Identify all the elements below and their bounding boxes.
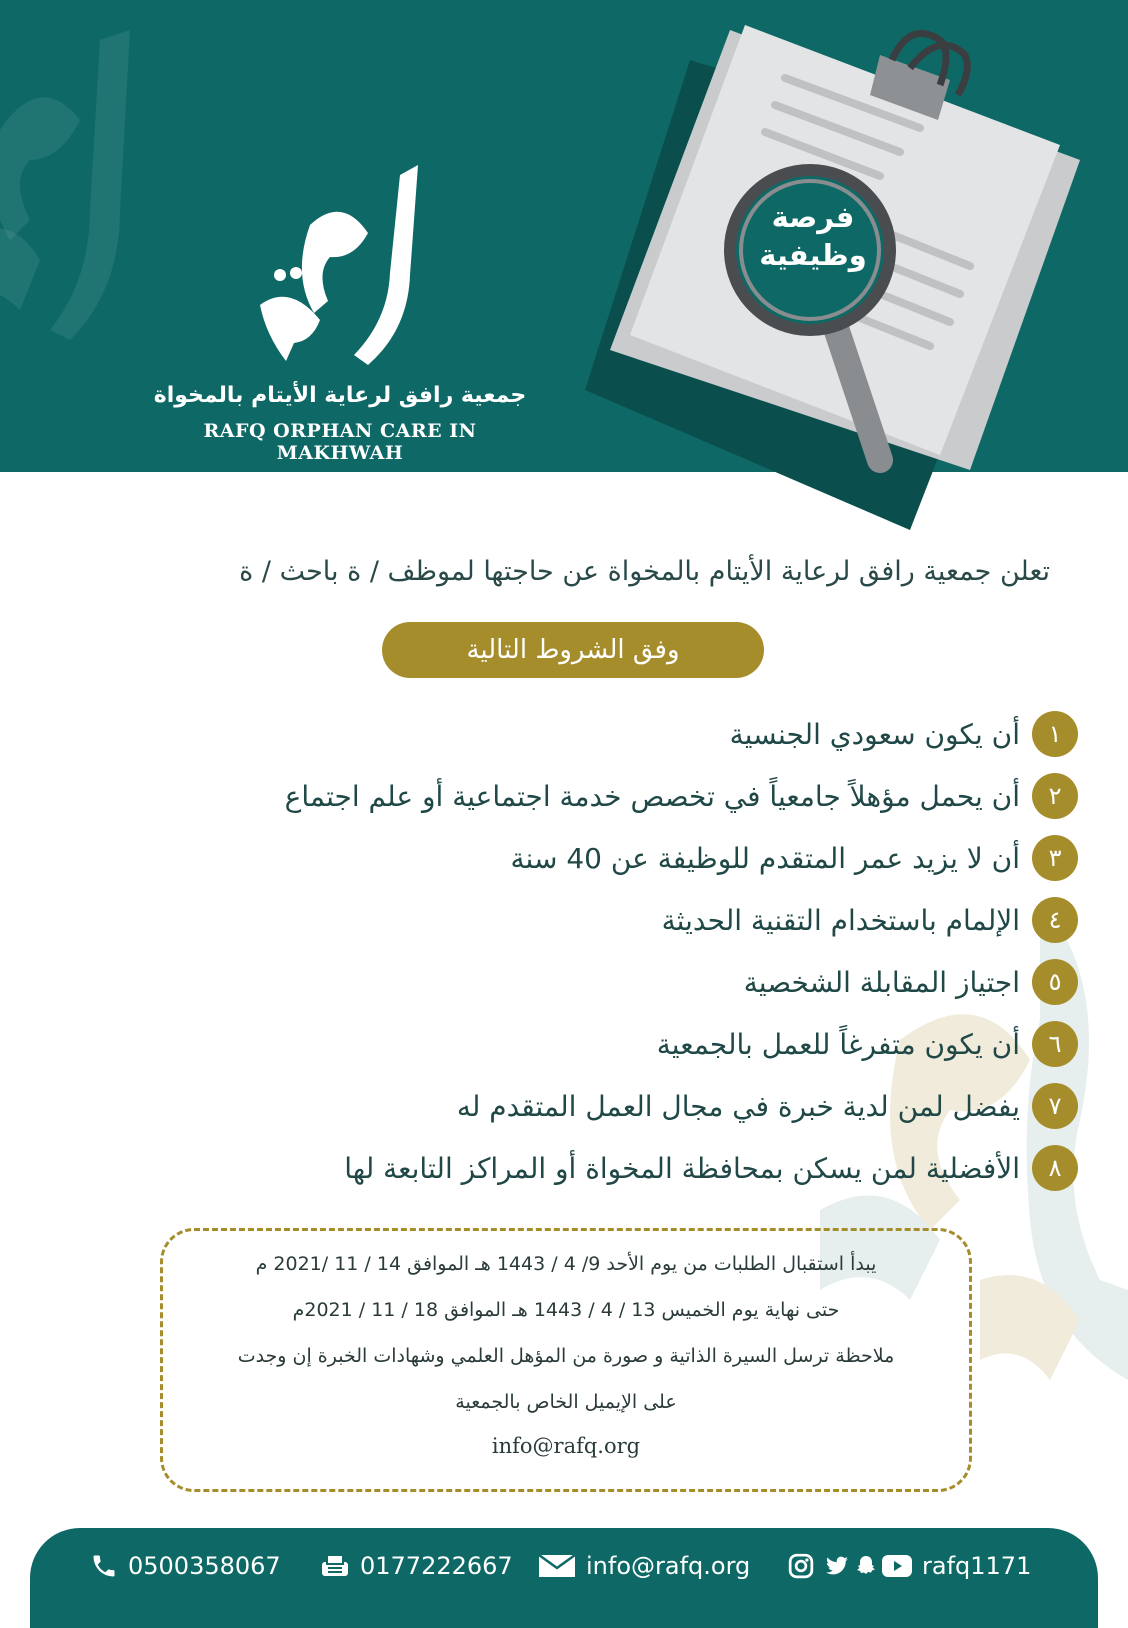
footer-phone-text: 0500358067 xyxy=(128,1552,281,1580)
footer-email[interactable] xyxy=(538,1548,750,1584)
condition-item xyxy=(178,896,1078,944)
condition-text: الإلمام باستخدام التقنية الحديثة xyxy=(661,903,1020,937)
condition-number-badge: ٣ xyxy=(1032,835,1078,881)
envelope-icon xyxy=(538,1554,576,1578)
condition-number-badge: ٢ xyxy=(1032,773,1078,819)
footer-email-text: info@rafq.org xyxy=(586,1552,751,1580)
condition-text: يفضل لمن لدية خبرة في مجال العمل المتقدم له xyxy=(456,1089,1020,1123)
fax-icon xyxy=(320,1552,350,1580)
condition-item xyxy=(178,1082,1078,1130)
badge-line2: وظيفية xyxy=(759,238,867,272)
condition-number-badge: ٤ xyxy=(1032,897,1078,943)
rafq-logo-icon xyxy=(250,155,450,375)
notes-email-label: على الإيميل الخاص بالجمعية xyxy=(455,1391,677,1413)
notes-email-link[interactable]: info@rafq.org xyxy=(491,1434,641,1458)
conditions-heading-pill: وفق الشروط التالية xyxy=(382,622,764,678)
condition-number-badge: ٨ xyxy=(1032,1145,1078,1191)
badge-line1: فرصة xyxy=(771,200,855,234)
footer-fax-text: 0177222667 xyxy=(360,1552,513,1580)
condition-number-badge: ٦ xyxy=(1032,1021,1078,1067)
condition-item xyxy=(178,1020,1078,1068)
phone-icon xyxy=(90,1552,118,1580)
condition-item xyxy=(178,1144,1078,1192)
condition-text: أن يكون سعودي الجنسية xyxy=(729,717,1020,751)
condition-text: الأفضلية لمن يسكن بمحافظة المخواة أو المراكز التابعة لها xyxy=(344,1151,1020,1185)
snapchat-icon xyxy=(854,1554,878,1578)
notes-end-date: حتى نهاية يوم الخميس 13 / 4 / 1443 هـ الموافق 18 / 11 / 2021م xyxy=(292,1299,840,1321)
contact-footer xyxy=(30,1528,1098,1628)
application-notes-box xyxy=(160,1228,972,1492)
condition-text: أن لا يزيد عمر المتقدم للوظيفة عن 40 سنة xyxy=(510,841,1020,875)
condition-text: أن يكون متفرغاً للعمل بالجمعية xyxy=(656,1027,1020,1061)
condition-number-badge: ٧ xyxy=(1032,1083,1078,1129)
condition-text: اجتياز المقابلة الشخصية xyxy=(743,965,1020,999)
condition-item xyxy=(178,834,1078,882)
footer-social-handle: rafq1171 xyxy=(922,1552,1032,1580)
announcement-intro: تعلن جمعية رافق لرعاية الأيتام بالمخواة عن حاجتها لموظف / ة باحث / ة xyxy=(239,556,1050,587)
youtube-icon xyxy=(882,1555,912,1577)
condition-text: أن يحمل مؤهلاً جامعياً في تخصص خدمة اجتماعية أو علم اجتماع xyxy=(284,779,1020,813)
background-logo-watermark xyxy=(0,10,210,410)
logo-arabic-name: جمعية رافق لرعاية الأيتام بالمخواة xyxy=(153,383,527,408)
footer-fax[interactable] xyxy=(320,1548,513,1584)
notes-start-date: يبدأ استقبال الطلبات من يوم الأحد 9/ 4 / 1443 هـ الموافق 14 / 11 /2021 م xyxy=(255,1253,877,1275)
footer-social[interactable] xyxy=(788,1548,1031,1584)
instagram-icon xyxy=(788,1553,814,1579)
condition-item xyxy=(178,710,1078,758)
condition-item xyxy=(178,772,1078,820)
condition-number-badge: ٥ xyxy=(1032,959,1078,1005)
footer-phone[interactable] xyxy=(90,1548,281,1584)
condition-number-badge: ١ xyxy=(1032,711,1078,757)
condition-item xyxy=(178,958,1078,1006)
twitter-icon xyxy=(824,1554,850,1578)
logo-english-name: RAFQ ORPHAN CARE IN MAKHWAH xyxy=(203,420,477,464)
notes-requirements: ملاحظة ترسل السيرة الذاتية و صورة من المؤهل العلمي وشهادات الخبرة إن وجدت xyxy=(237,1345,895,1367)
job-opportunity-badge xyxy=(748,198,878,274)
